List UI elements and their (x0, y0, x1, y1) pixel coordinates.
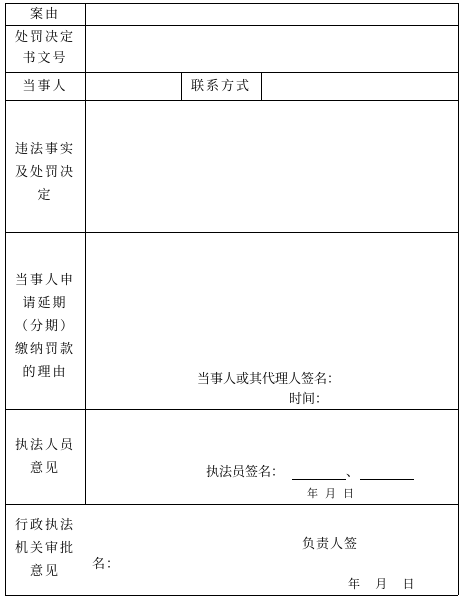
approval-field[interactable] (86, 505, 457, 535)
reason-label: 当事人申 请延期 （分期） 缴纳罚款 的理由 (14, 273, 75, 380)
decision-number-field[interactable] (86, 26, 457, 72)
approval-label: 行政执法 机关审批 意见 (14, 518, 75, 579)
party-signature-label: 当事人或其代理人签名： (197, 372, 341, 387)
decision-number-label: 处罚决定 书文号 (14, 30, 75, 66)
penalty-extension-form (5, 3, 458, 595)
officer-signature-separator: 、 (346, 465, 360, 480)
facts-field[interactable] (86, 101, 457, 232)
reason-field[interactable] (86, 233, 457, 363)
officer-signature-line-2[interactable] (360, 479, 414, 480)
approver-signature-label-continued: 名： (92, 557, 121, 572)
officer-signature-label: 执法员签名： (206, 465, 285, 480)
party-label: 当事人 (22, 79, 68, 94)
officer-opinion-label: 执法人员 意见 (14, 438, 75, 476)
officer-date: 年 月 日 (307, 487, 354, 500)
approval-date: 年 月 日 (348, 577, 415, 591)
party-field[interactable] (86, 73, 181, 100)
facts-label: 违法事实 及处罚决 定 (14, 142, 75, 203)
approver-signature-label: 负责人签 (302, 537, 359, 552)
contact-field[interactable] (262, 73, 457, 100)
contact-label: 联系方式 (190, 79, 251, 94)
case-cause-field[interactable] (86, 4, 457, 25)
case-cause-label: 案由 (29, 7, 60, 22)
officer-signature-line-1[interactable] (292, 479, 346, 480)
table-rule (458, 3, 459, 595)
officer-opinion-field[interactable] (86, 410, 457, 460)
party-signature-time-label: 时间： (289, 392, 329, 407)
